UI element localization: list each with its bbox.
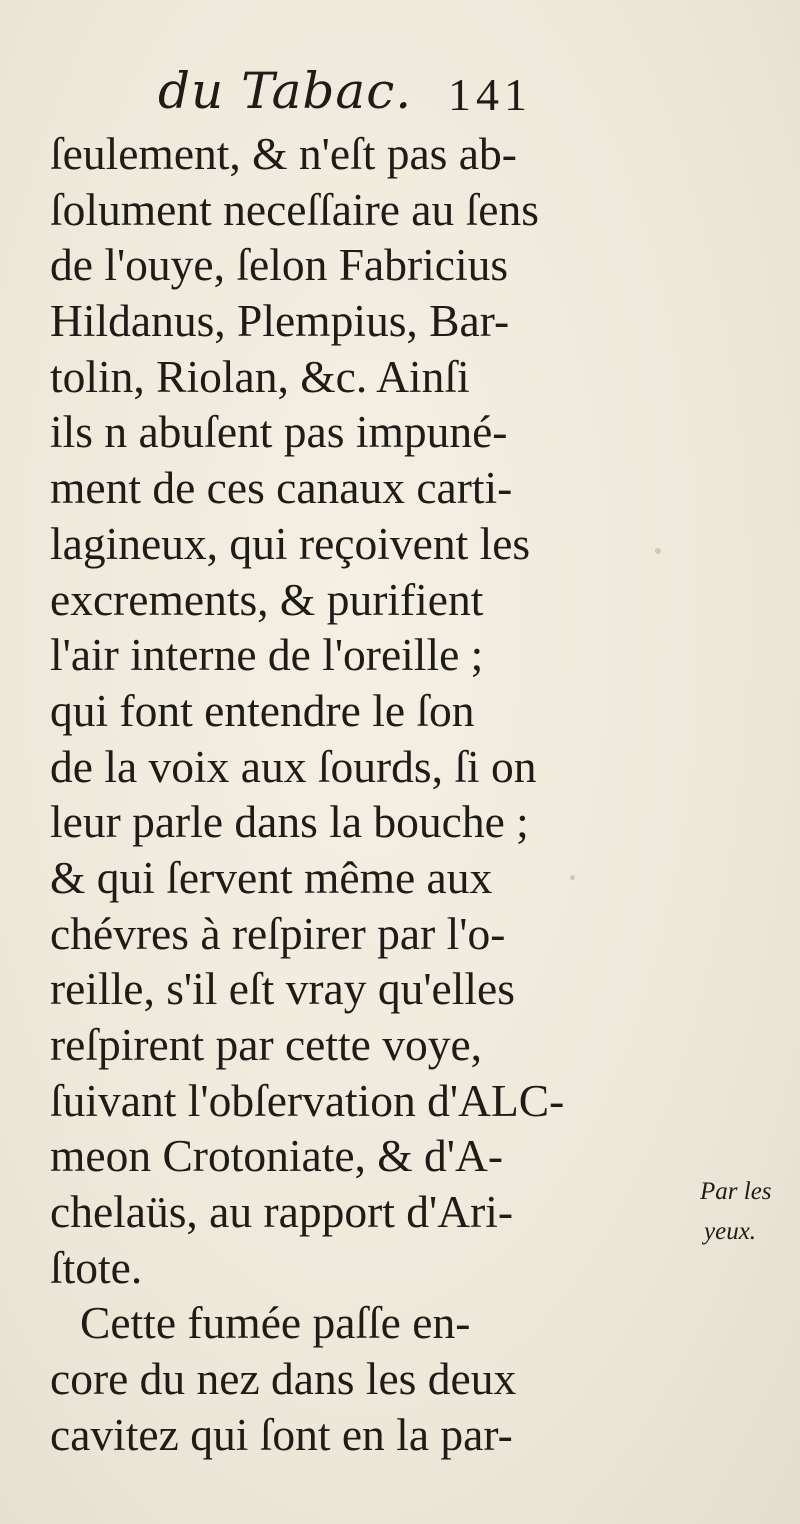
running-head: du Tabac. <box>158 62 413 120</box>
text-line: Hildanus, Plempius, Bar- <box>50 295 510 347</box>
text-line: ils n abuſent pas impuné- <box>50 406 508 458</box>
margin-note-line: Par les <box>700 1178 772 1205</box>
margin-note <box>700 1172 795 1252</box>
text-line: l'air interne de l'oreille ; <box>50 629 484 681</box>
text-line: core du nez dans les deux <box>50 1353 517 1405</box>
text-line: ment de ces canaux carti- <box>50 462 513 514</box>
text-line: cavitez qui ſont en la par- <box>50 1408 513 1460</box>
text-line: ſtote. <box>50 1241 143 1293</box>
text-line: meon Crotoniate, & d'A- <box>50 1130 504 1182</box>
text-line: excrements, & purifient <box>50 573 484 625</box>
page-header <box>0 62 800 132</box>
text-line: de la voix aux ſourds, ſi on <box>50 740 537 792</box>
text-line: reſpirent par cette voye, <box>50 1019 483 1070</box>
text-line: chelaüs, au rapport d'Ari- <box>50 1186 514 1238</box>
text-line: ſuivant l'obſervation d'ALC- <box>50 1074 565 1126</box>
text-line: tolin, Riolan, &c. Ainſi <box>50 350 470 402</box>
text-line: qui font entendre le ſon <box>50 684 475 736</box>
text-line: & qui ſervent même aux <box>50 851 493 903</box>
paper-speck <box>655 548 661 554</box>
margin-note-line: yeux. <box>704 1218 757 1245</box>
text-line: Cette fumée paſſe en- <box>80 1297 471 1349</box>
text-line: chévres à reſpirer par l'o- <box>50 907 506 959</box>
body-text <box>50 126 610 1463</box>
text-line: ſeulement, & n'eſt pas ab- <box>50 128 517 179</box>
text-line: ſolument neceſſaire au ſens <box>50 183 539 235</box>
text-line: reille, s'il eſt vray qu'elles <box>50 963 515 1015</box>
text-line: lagineux, qui reçoivent les <box>50 517 531 569</box>
page-number: 141 <box>448 69 532 120</box>
text-line: de l'ouye, ſelon Fabricius <box>50 239 509 291</box>
text-line: leur parle dans la bouche ; <box>50 796 529 848</box>
